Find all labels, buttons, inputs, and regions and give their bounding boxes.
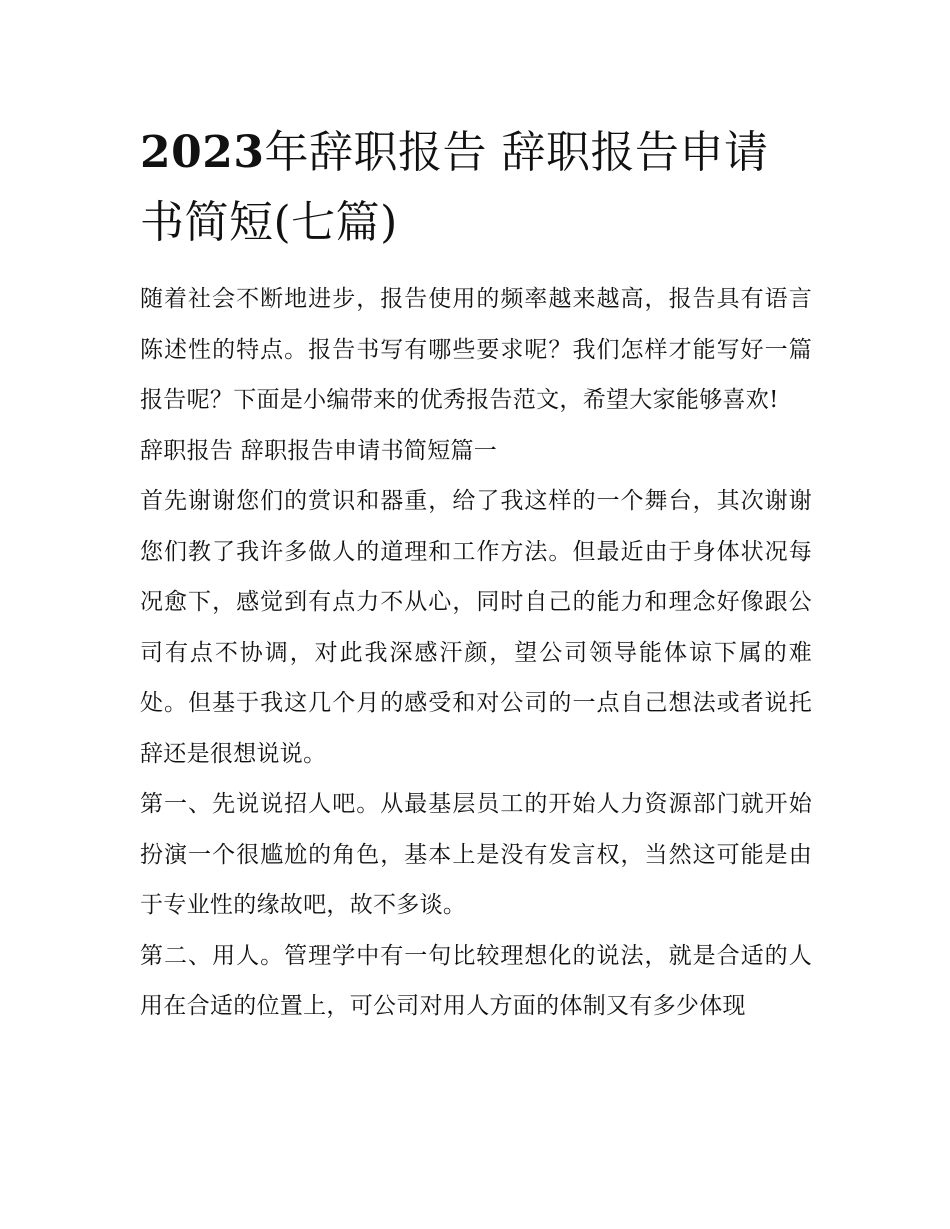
- body-paragraph: 首先谢谢您们的赏识和器重，给了我这样的一个舞台，其次谢谢您们教了我许多做人的道理和工作方法。但最近由于身体状况每况愈下，感觉到有点力不从心，同时自己的能力和理念好像跟公司有点不协调，对此我深感汗颜，望公司领导能体谅下属的难处。但基于我这几个月的感受和对公司的一点自己想法或者说托辞还是很想说说。: [140, 488, 812, 767]
- title-text: 年辞职报告 辞职报告申请书简短(七篇): [140, 127, 769, 248]
- intro-paragraph: 随着社会不断地进步，报告使用的频率越来越高，报告具有语言陈述性的特点。报告书写有哪些要求呢？我们怎样才能写好一篇报告呢？下面是小编带来的优秀报告范文，希望大家能够喜欢!: [140, 286, 812, 413]
- title-year: 2023: [140, 127, 265, 178]
- document-title: [140, 118, 812, 258]
- body-paragraph: 第二、用人。管理学中有一句比较理想化的说法，就是合适的人用在合适的位置上，可公司对用人方面的体制又有多少体现: [140, 942, 812, 1019]
- section-heading: 辞职报告 辞职报告申请书简短篇一: [140, 437, 498, 464]
- body-paragraph: 第一、先说说招人吧。从最基层员工的开始人力资源部门就开始扮演一个很尴尬的角色，基本上是没有发言权，当然这可能是由于专业性的缘故吧，故不多谈。: [140, 791, 812, 918]
- document-body: [140, 118, 812, 1032]
